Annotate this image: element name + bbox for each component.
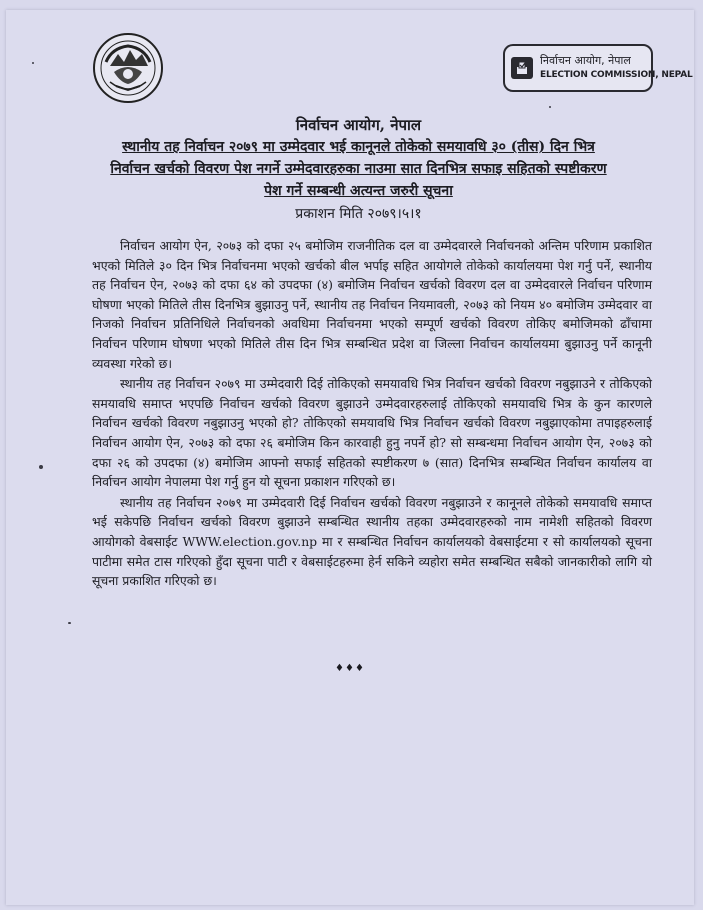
notice-title-line-1: स्थानीय तह निर्वाचन २०७९ मा उम्मेदवार भई कानूनले तोकेको समयावधि ३० (तीस) दिन भित्र (122, 139, 595, 155)
scan-speck (549, 106, 551, 108)
publication-date: प्रकाशन मिति २०७९।५।१ (295, 206, 422, 222)
election-commission-brand (503, 44, 693, 92)
notice-page (6, 10, 694, 905)
scan-speck (32, 62, 34, 64)
scan-speck (39, 465, 43, 469)
paragraph-1: निर्वाचन आयोग ऐन, २०७३ को दफा २५ बमोजिम राजनीतिक दल वा उम्मेदवारले निर्वाचनको अन्तिम परिणाम प्रकाशित भएको मितिले ३० दिन भित्र निर्वाचनमा भएको खर्चको बील भर्पाइ सहित आयोगले तोकेको कार्यालयमा पेश गर्नु पर्ने, स्थानीय तह निर्वाचन ऐन, २०७३ को दफा ६४ को उपदफा (४) बमोजिम निर्वाचन खर्चको विवरण दल वा उम्मेदवारले निर्वाचन परिणाम घोषणा भएको मितिले तीस दिनभित्र बुझाउनु पर्ने, स्थानीय तह निर्वाचन नियमावली, २०७३ को नियम ४० बमोजिम उम्मेदवार वा निजको निर्वाचन प्रतिनिधिले निर्वाचनको अवधिमा निर्वाचनमा भएको सम्पूर्ण खर्चको विवरण तोकिए बमोजिमको ढाँचामा निर्वाचन परिणाम घोषणा भएको मितिले तीस दिन भित्र सम्बन्धित प्रदेश वा जिल्ला निर्वाचन कार्यालयमा बुझाउनु पर्ने कानूनी व्यवस्था गरेको छ। (92, 238, 652, 371)
scan-speck (68, 622, 71, 624)
notice-header (66, 114, 651, 225)
notice-title-line-2: निर्वाचन खर्चको विवरण पेश नगर्ने उम्मेदवारहरुका नाउमा सात दिनभित्र सफाइ सहितको स्पष्टीकरण (110, 161, 607, 177)
paragraph-3: स्थानीय तह निर्वाचन २०७९ मा उम्मेदवारी दिई निर्वाचन खर्चको विवरण नबुझाउने र कानूनले तोकेको समयावधि समाप्त भई सकेपछि निर्वाचन खर्चको विवरण बुझाउने सम्बन्धित स्थानीय तहका उम्मेदवारहरुको नाम नामेशी सहितको विवरण आयोगको वेबसाईट WWW.election.gov.np मा र सम्बन्धित निर्वाचन कार्यालयको वेबसाईटमा र सो कार्यालयको सूचना पाटीमा समेत टास गरिएको हुँदा सूचना पाटी र वेबसाईटहरुमा हेर्न सकिने व्यहोरा समेत सम्बन्धित सबैको जानकारीको लागि यो सूचना प्रकाशित गरिएको छ। (92, 494, 652, 589)
notice-body (92, 236, 652, 592)
brand-name-nepali: निर्वाचन आयोग, नेपाल (540, 54, 631, 67)
paragraph-2: स्थानीय तह निर्वाचन २०७९ मा उम्मेदवारी दिई तोकिएको समयावधि भित्र निर्वाचन खर्चको विवरण नबुझाउने र तोकिएको समयावधि समाप्त भएपछि निर्वाचन खर्चको विवरण बुझाउने उम्मेदवारहरुलाई तोकिएको समयावधि भित्र के कुन कारणले निर्वाचन खर्चको विवरण नबुझाउनु भएको हो? तोकिएको समयावधि भित्र निर्वाचन खर्चको विवरण नबुझाएकोमा तपाइहरुलाई निर्वाचन आयोग ऐन, २०७३ को दफा २६ बमोजिम किन कारवाही हुनु नपर्ने हो? सो सम्बन्धमा निर्वाचन आयोग ऐन, २०७३ को दफा २६ को उपदफा (४) बमोजिम आफ्नो सफाई सहितको स्पष्टीकरण ७ (सात) दिनभित्र सम्बन्धित निर्वाचन कार्यालय वा निर्वाचन आयोग नेपालमा पेश गर्नु हुन यो सूचना प्रकाशन गरिएको छ। (92, 376, 652, 490)
notice-title-line-3: पेश गर्ने सम्बन्धी अत्यन्त जरुरी सूचना (264, 183, 453, 199)
end-separator: ♦♦♦ (335, 663, 365, 674)
nepal-government-emblem-icon (92, 32, 164, 104)
organization-name: निर्वाचन आयोग, नेपाल (295, 116, 422, 134)
brand-name-english: ELECTION COMMISSION, NEPAL (540, 70, 693, 80)
election-commission-logo-icon (511, 57, 533, 79)
